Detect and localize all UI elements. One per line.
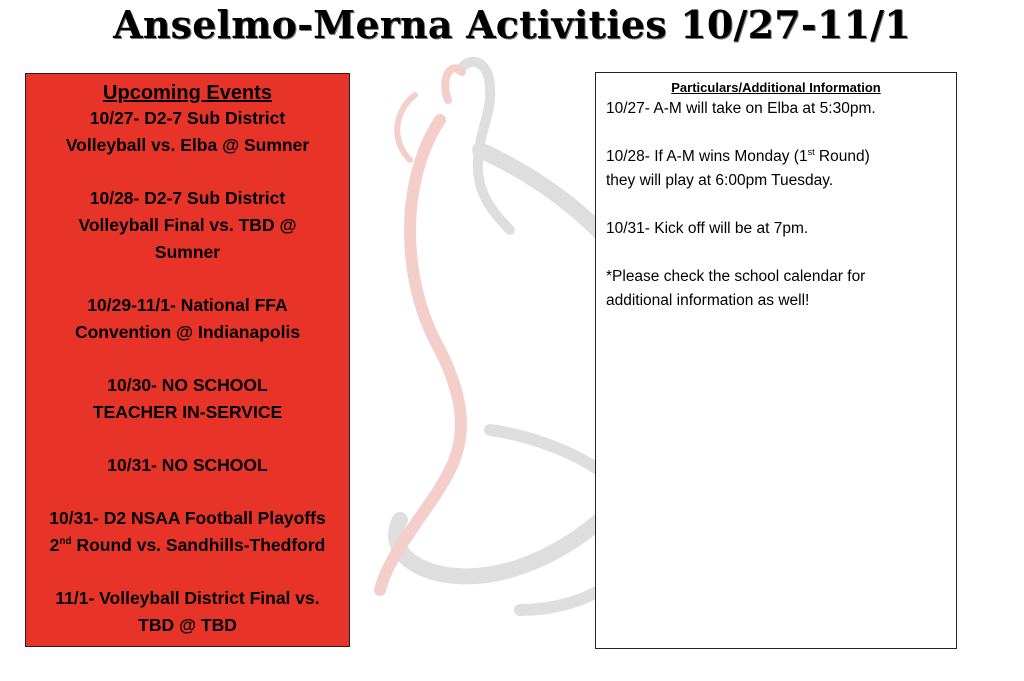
- upcoming-events-heading: Upcoming Events: [103, 82, 272, 104]
- event-line: 10/31- D2 NSAA Football Playoffs: [49, 508, 326, 528]
- info-note: [606, 265, 946, 313]
- ordinal-suffix: st: [807, 146, 815, 157]
- event-line: Sumner: [154, 242, 221, 262]
- note-line: *Please check the school calendar for: [606, 268, 866, 285]
- event-line: Volleyball vs. Elba @ Sumner: [65, 135, 310, 155]
- wolf-chest: [397, 95, 415, 160]
- note-line: 10/27- A-M will take on Elba at 5:30pm.: [606, 100, 876, 117]
- event-text: Round vs. Sandhills-Thedford: [71, 535, 326, 555]
- note-line: additional information as well!: [606, 292, 810, 309]
- event-line: [26, 532, 349, 559]
- event-item: [26, 372, 349, 426]
- event-item: [26, 292, 349, 346]
- event-line: Convention @ Indianapolis: [74, 322, 301, 342]
- event-line: 10/31- NO SCHOOL: [107, 455, 268, 475]
- event-item: [26, 105, 349, 159]
- event-item: [26, 452, 349, 479]
- upcoming-events-panel: [25, 73, 350, 647]
- wolf-ear: [445, 68, 462, 100]
- event-line: TEACHER IN-SERVICE: [92, 402, 283, 422]
- ordinal-suffix: nd: [59, 536, 72, 548]
- event-item: [26, 585, 349, 639]
- info-note: [606, 97, 946, 121]
- additional-info-panel: [595, 72, 957, 649]
- event-item: [26, 505, 349, 559]
- event-text: 2: [49, 535, 60, 555]
- note-text: 10/28- If A-M wins Monday (1: [606, 148, 808, 165]
- info-note: [606, 145, 946, 193]
- page-title: Anselmo-Merna Activities 10/27-11/1: [113, 2, 911, 47]
- event-item: [26, 185, 349, 266]
- event-line: 10/27- D2-7 Sub District: [89, 108, 286, 128]
- event-line: TBD @ TBD: [138, 615, 237, 635]
- event-line: 10/28- D2-7 Sub District: [89, 188, 286, 208]
- event-line: 11/1- Volleyball District Final vs.: [55, 588, 320, 608]
- info-note: [606, 217, 946, 241]
- event-line: 10/29-11/1- National FFA: [87, 295, 288, 315]
- event-line: 10/30- NO SCHOOL: [107, 375, 268, 395]
- event-line: Volleyball Final vs. TBD @: [78, 215, 297, 235]
- note-text: Round): [814, 148, 870, 165]
- note-line: 10/31- Kick off will be at 7pm.: [606, 220, 809, 237]
- note-line: [606, 145, 946, 169]
- additional-info-heading: Particulars/Additional Information: [671, 80, 881, 95]
- note-line: they will play at 6:00pm Tuesday.: [606, 172, 834, 189]
